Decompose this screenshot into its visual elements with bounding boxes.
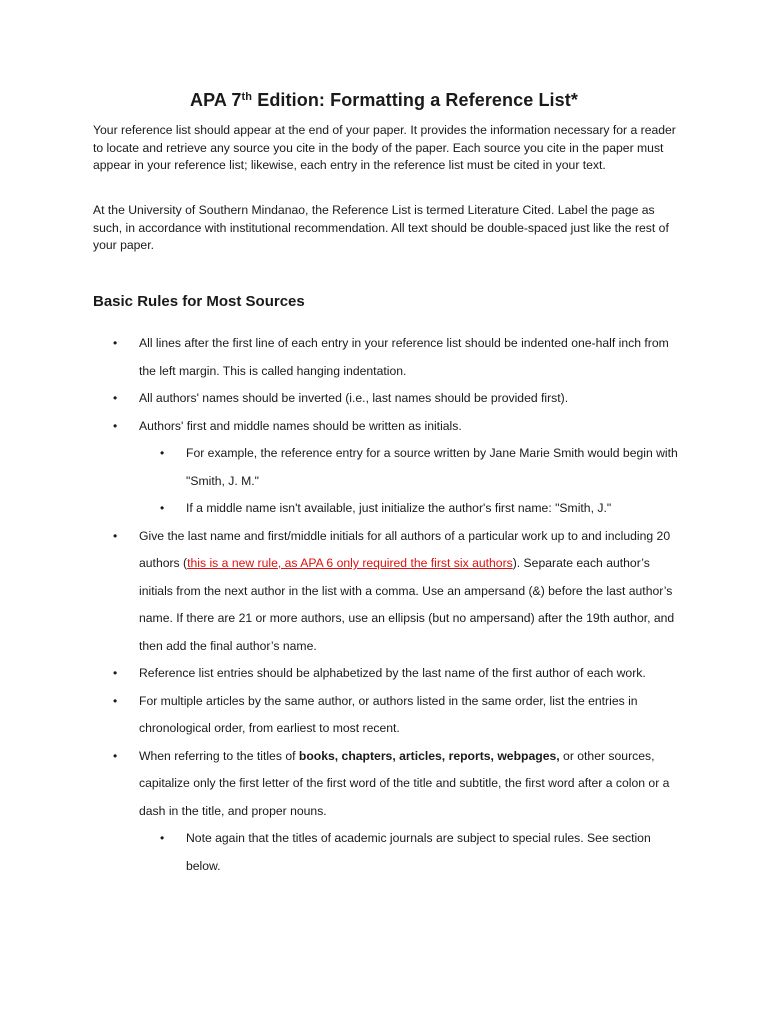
list-item [0,330,768,385]
bullet-icon: • [113,693,118,708]
sub-list-item [0,495,768,523]
title-superscript: th [241,91,253,103]
bullet-icon: • [113,336,118,350]
bullet-icon: • [113,748,118,763]
list-item-text: Note again that the titles of academic journals are subject to special rules. See section below. [186,831,651,873]
list-item-text [139,529,674,653]
list-item-text: For multiple articles by the same author, or authors listed in the same order, list the entries in chronological order, from earliest to most recent. [139,693,638,735]
list-item-text [139,749,669,818]
text-run: or other sources, capitalize only the first letter of the first word of the title and subtitle, the first word after a colon or a dash in the title, and proper nouns. [139,748,670,818]
list-item [0,413,768,441]
title-prefix: APA 7 [190,90,242,110]
section-heading: Basic Rules for Most Sources [93,293,305,310]
list-item-text: Reference list entries should be alphabetized by the last name of the first author of each work. [139,666,646,680]
text-run: Give the last name and first/middle initials for all authors of a particular work up to and including 20 authors ( [139,528,671,570]
list-item [0,688,768,743]
rules-list [0,330,768,880]
bullet-icon: • [160,446,165,460]
sub-list-item [0,440,768,495]
text-run: ). Separate each author’s initials from the next author in the list with a comma. Use an ampersand (&) before the last author’s name. If there are 21 or more authors, use an ellipsis (but no ampersand) after the 19th author, and then add the final author’s name. [139,556,675,653]
list-item-text: If a middle name isn't available, just initialize the author's first name: "Smith, J." [186,501,612,515]
bold-text-run: books, chapters, articles, reports, webpages, [298,748,560,763]
list-item-text: All lines after the first line of each entry in your reference list should be indented one-half inch from the left margin. This is called hanging indentation. [139,336,669,378]
bullet-icon: • [160,501,165,515]
bullet-icon: • [113,666,118,680]
bullet-icon: • [113,418,118,433]
list-item-text: For example, the reference entry for a source written by Jane Marie Smith would begin with "Smith, J. M." [186,446,678,488]
sub-list-item [0,825,768,880]
text-run: When referring to the titles of [139,748,299,763]
list-item-text: Authors' first and middle names should be written as initials. [139,418,462,433]
list-item [0,385,768,413]
list-item [0,660,768,688]
list-item [0,743,768,826]
bullet-icon: • [160,831,165,845]
intro-paragraph-1: Your reference list should appear at the end of your paper. It provides the information necessary for a reader to locate and retrieve any source you cite in the body of the paper. Each source you cite in the paper must appear in your reference list; likewise, each entry in the reference list must be cited in your text. [93,123,676,172]
bullet-icon: • [113,391,118,405]
page-title [0,88,768,112]
intro-paragraph-2: At the University of Southern Mindanao, the Reference List is termed Literature Cited. Label the page as such, in accordance with institutional recommendation. All text should be double-spaced just like the rest of your paper. [93,203,669,252]
bullet-icon: • [113,528,118,543]
list-item [0,523,768,661]
title-suffix: Edition: Formatting a Reference List* [252,90,578,110]
new-rule-link[interactable]: this is a new rule, as APA 6 only required the first six authors [187,556,513,570]
list-item-text: All authors' names should be inverted (i.e., last names should be provided first). [139,391,569,405]
